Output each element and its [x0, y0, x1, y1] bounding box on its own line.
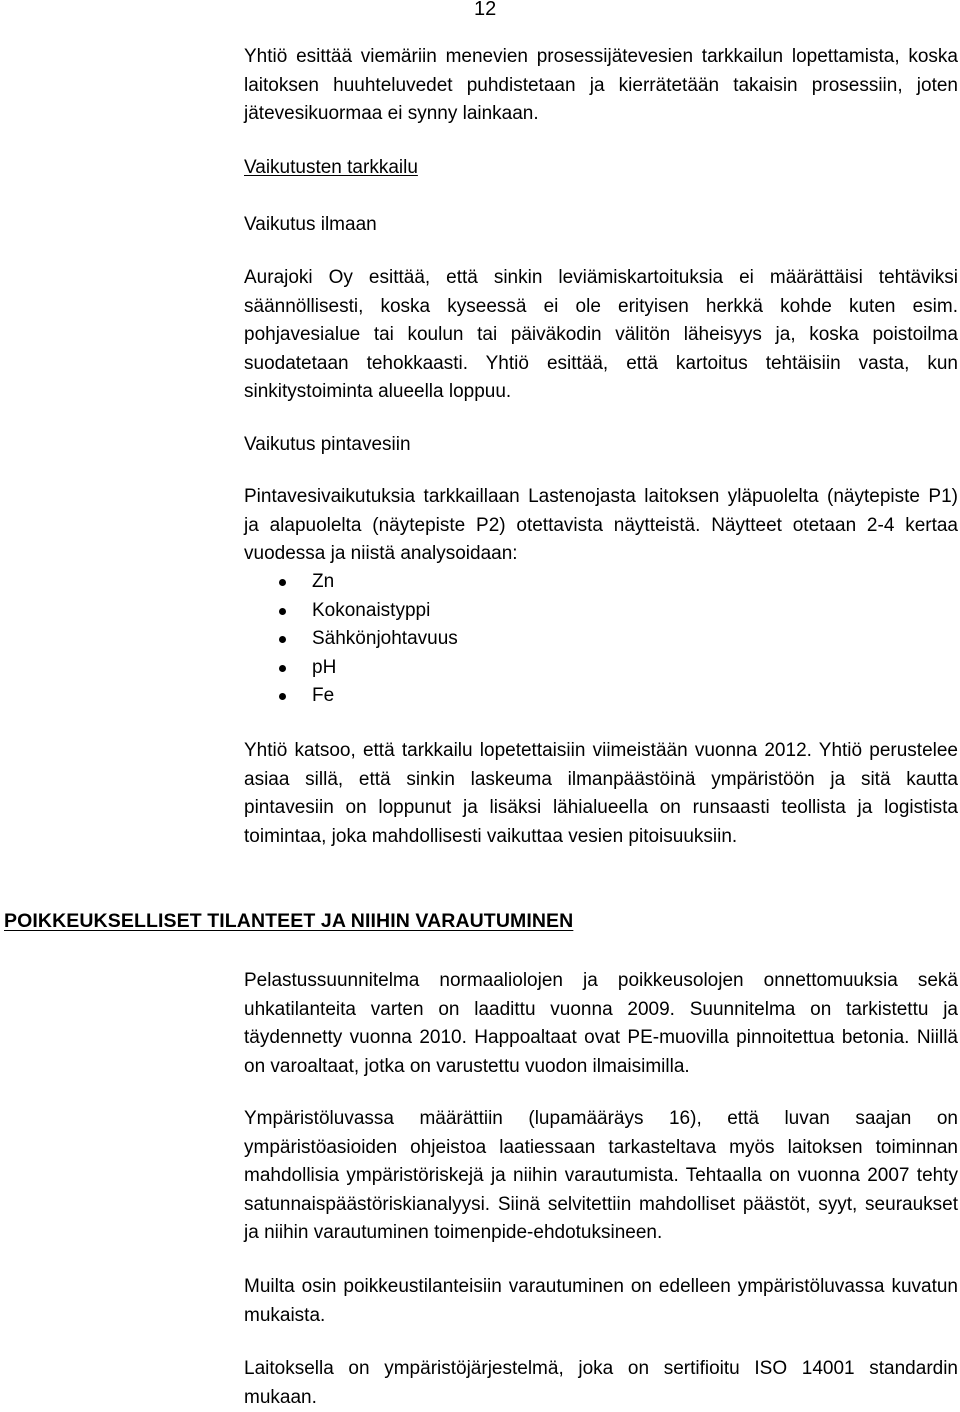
paragraph-laitoksella: Laitoksella on ympäristöjärjestelmä, joka on sertifioitu ISO 14001 standardin mukaan.: [244, 1358, 958, 1408]
list-item: Fe: [244, 682, 458, 711]
paragraph-intro: Yhtiö esittää viemäriin menevien prosessijätevesien tarkkailun lopettamista, koska laitoksen huuhteluvedet puhdistetaan ja kierrätetään takaisin prosessiin, joten jätevesikuormaa ei synny lainkaan.: [244, 46, 958, 125]
bullet-icon: [279, 608, 286, 615]
page-number: 12: [474, 0, 497, 20]
bullet-icon: [279, 693, 286, 700]
list-item: Zn: [244, 568, 458, 597]
analysis-list: [244, 568, 458, 711]
paragraph-pelastus: Pelastussuunnitelma normaaliolojen ja poikkeusolojen onnettomuuksia sekä uhkatilanteita varten on laadittu vuonna 2009. Suunnitelma on tarkistettu ja täydennetty vuonna 2010. Happoaltaat ovat PE-muovilla pinnoitettua betonia. Niillä on varoaltaat, jotka on varustettu vuodon ilmaisimilla.: [244, 970, 958, 1077]
paragraph-ymparistoluvassa: Ympäristöluvassa määrättiin (lupamääräys 16), että luvan saajan on ympäristöasioiden ohjeistoa laatiessaan tarkasteltava myös laitoksen toiminnan mahdollisia ympäristöriskejä ja niihin varautumista. Tehtaalla on vuonna 2007 tehty satunnaispäästöriskianalyysi. Siinä selvitettiin mahdolliset päästöt, syyt, seuraukset ja niihin varautuminen toimenpide-ehdotuksineen.: [244, 1108, 958, 1244]
list-item: Sähkönjohtavuus: [244, 625, 458, 654]
heading-vaikutus-ilmaan: Vaikutus ilmaan: [244, 214, 377, 235]
heading-vaikutus-pintavesiin: Vaikutus pintavesiin: [244, 434, 411, 455]
bullet-icon: [279, 665, 286, 672]
heading-vaikutusten-tarkkailu: Vaikutusten tarkkailu: [244, 157, 418, 178]
list-item: pH: [244, 654, 458, 683]
section-heading: POIKKEUKSELLISET TILANTEET JA NIIHIN VARAUTUMINEN: [4, 910, 574, 932]
paragraph-ilmaan: Aurajoki Oy esittää, että sinkin leviämiskartoituksia ei määrättäisi tehtäviksi säännöllisesti, koska kyseessä ei ole erityisen herkkä kohde kuten esim. pohjavesialue tai koulun tai päiväkodin välitön läheisyys ja, koska poistoilma suodatetaan tehokkaasti. Yhtiö esittää, että kartoitus tehtäisiin vasta, kun sinkitystoiminta alueella loppuu.: [244, 267, 958, 403]
paragraph-muilta: Muilta osin poikkeustilanteisiin varautuminen on edelleen ympäristöluvassa kuvatun mukaista.: [244, 1276, 958, 1326]
bullet-icon: [279, 636, 286, 643]
list-item: Kokonaistyppi: [244, 597, 458, 626]
bullet-icon: [279, 579, 286, 586]
paragraph-pintavesi: Pintavesivaikutuksia tarkkaillaan Lastenojasta laitoksen yläpuolelta (näytepiste P1) ja alapuolelta (näytepiste P2) otettavista näytteistä. Näytteet otetaan 2-4 kertaa vuodessa ja niistä analysoidaan:: [244, 486, 958, 565]
paragraph-katsoo: Yhtiö katsoo, että tarkkailu lopetettaisiin viimeistään vuonna 2012. Yhtiö perustelee asiaa sillä, että sinkin laskeuma ilmanpäästöinä ympäristöön ja sitä kautta pintavesiin on loppunut ja lisäksi lähialueella on runsaasti teollista ja logistista toimintaa, joka mahdollisesti vaikuttaa vesien pitoisuuksiin.: [244, 740, 958, 847]
